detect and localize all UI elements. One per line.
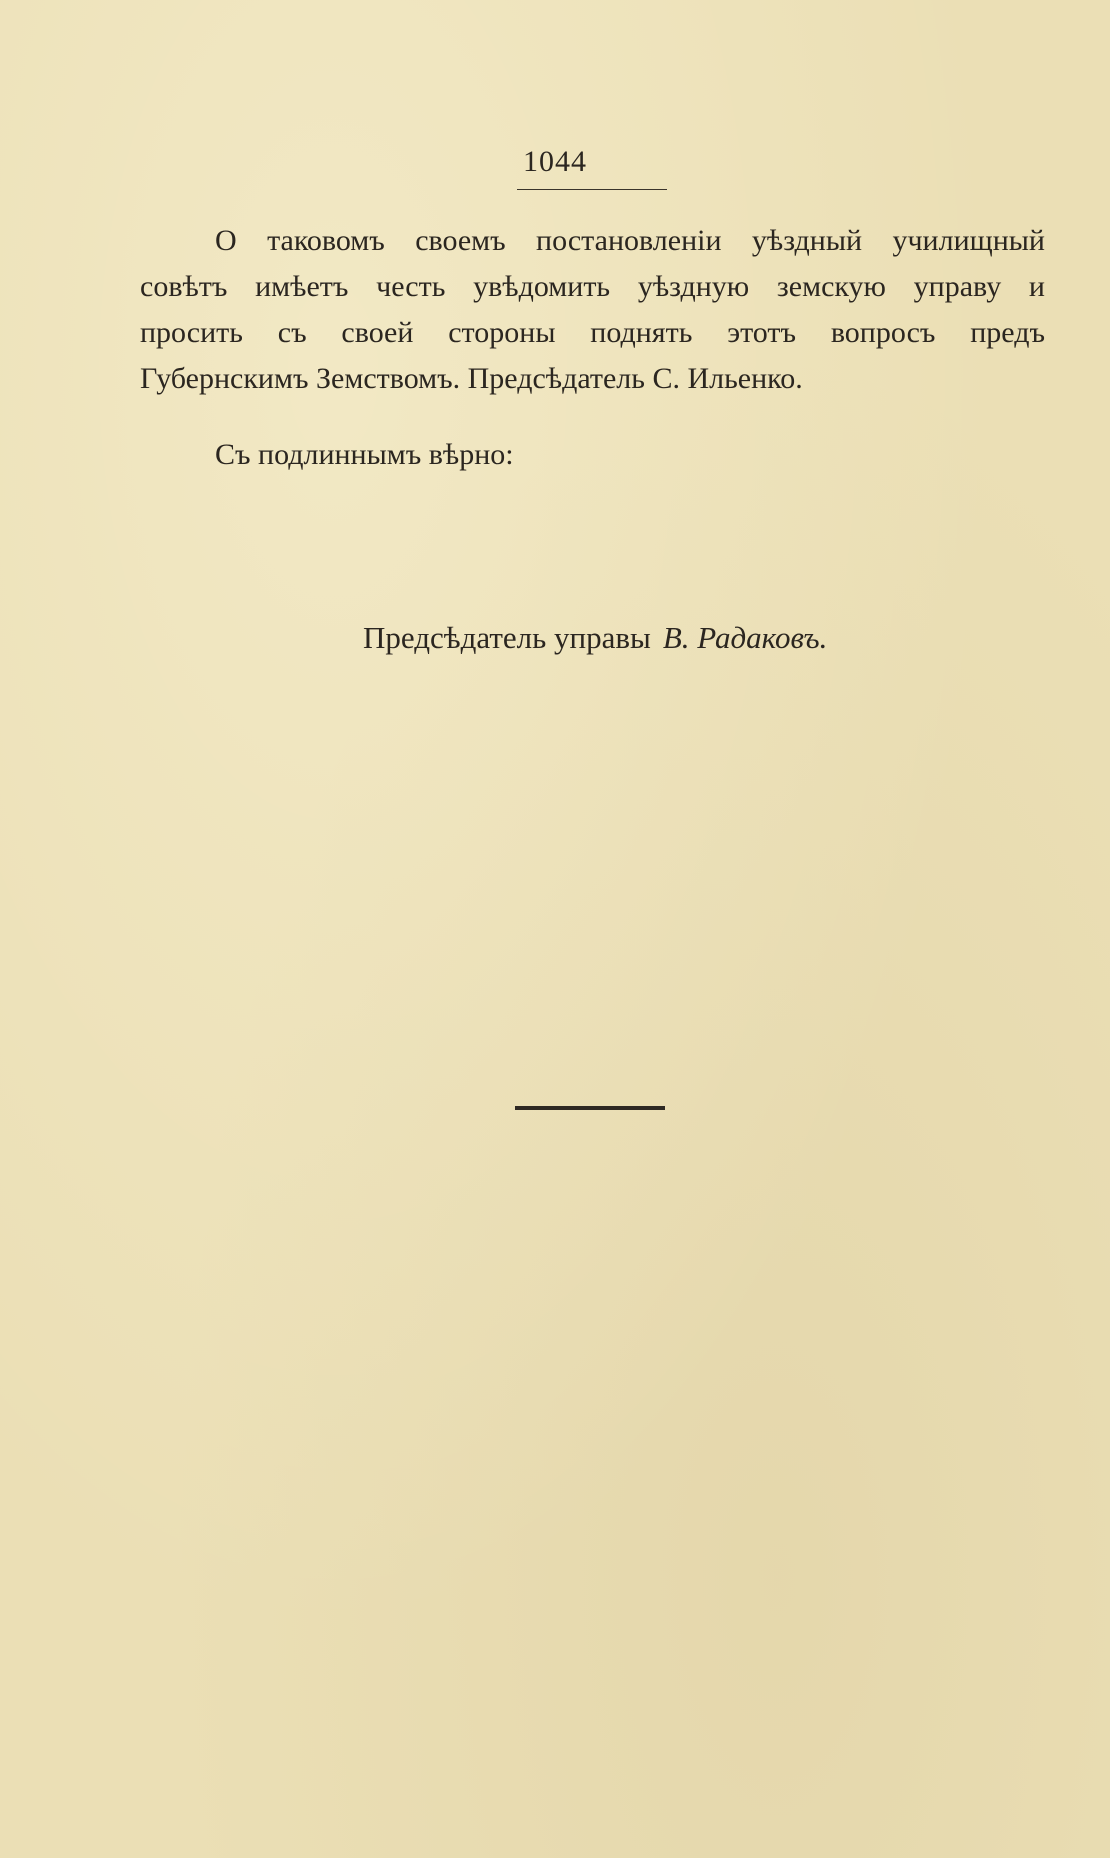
- paragraph-line: Губернскимъ Земствомъ. Предсѣдатель С. Ильенко.: [140, 362, 803, 395]
- attestation-text: Съ подлиннымъ вѣрно:: [215, 438, 514, 471]
- paragraph-line: просить съ своей стороны поднять этотъ вопросъ предъ: [140, 316, 1045, 349]
- paragraph-line: О таковомъ своемъ постановленіи уѣздный училищный: [215, 224, 1045, 257]
- page-number: 1044: [523, 145, 587, 178]
- signature-block: [363, 620, 827, 656]
- end-divider: [515, 1106, 665, 1110]
- signature-name: В. Радаковъ.: [662, 620, 828, 655]
- page-number-underline: [517, 189, 667, 190]
- body-paragraph: [140, 218, 1045, 402]
- paragraph-line: совѣтъ имѣетъ честь увѣдомить уѣздную земскую управу и: [140, 270, 1045, 303]
- signature-title: Предсѣдатель управы: [363, 620, 651, 655]
